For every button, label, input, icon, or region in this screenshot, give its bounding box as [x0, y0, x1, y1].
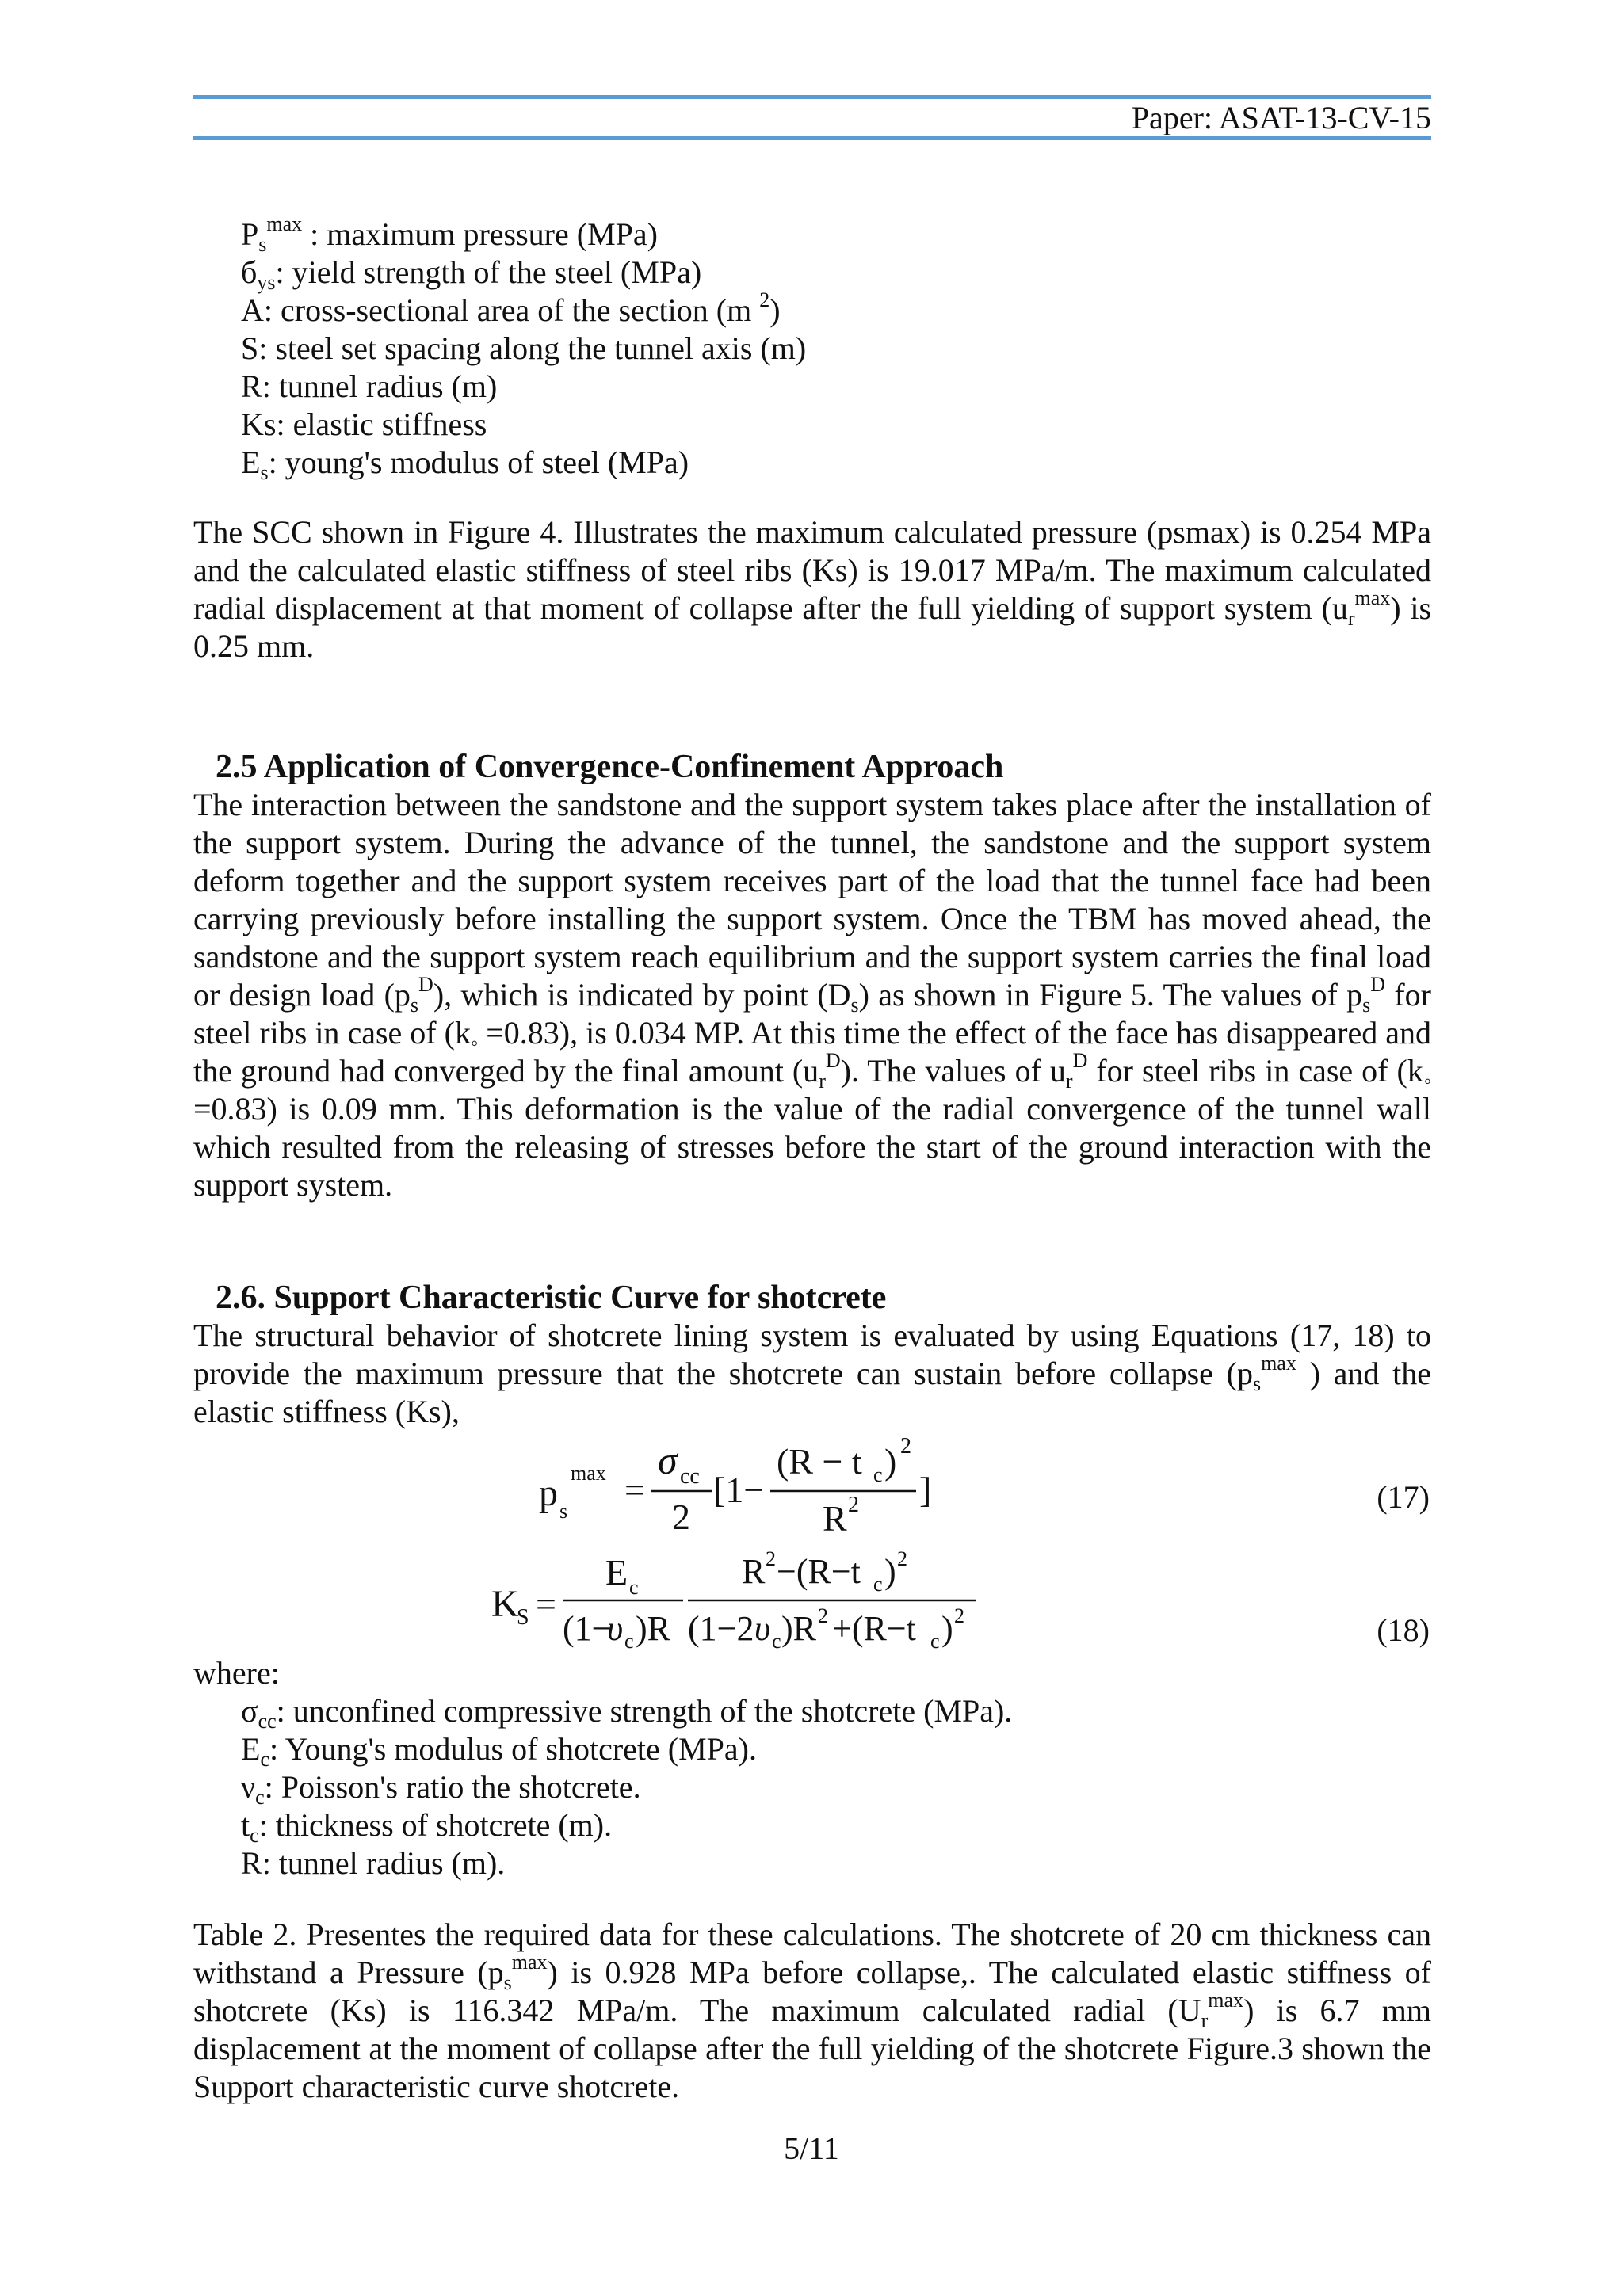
- svg-text:=: =: [536, 1584, 556, 1624]
- section-2-6-body: The structural behavior of shotcrete lining system is evaluated by using Equations (17, 18) to provide the maximum pressure that the shotcrete can sustain before collapse ($p_s^{max}$ ) and the elastic stiffness (Ks),: [193, 1318, 1431, 1429]
- equation-17: [523, 1426, 967, 1545]
- svg-text:c: c: [930, 1630, 940, 1653]
- steel-definitions-list: [241, 212, 807, 484]
- svg-text:2: 2: [954, 1604, 964, 1627]
- svg-text:c: c: [772, 1630, 781, 1653]
- svg-text:2: 2: [848, 1493, 859, 1517]
- svg-text:−(R−t: −(R−t: [777, 1552, 861, 1591]
- table-2-paragraph: Table 2. Presentes the required data for these calculations. The shotcrete of 20 cm thickness can withstand a Pressure $(p_s^{max})$ is 0.928 MPa before collapse,. The calculated elastic stiffness of shotcrete (Ks) is 116.342 MPa/m. The maximum calculated radial $(U_r^{max})$ is 6.7 mm displacement at the moment of collapse after the full yielding of the shotcrete Figure.3 shown the Support characteristic curve shotcrete.: [193, 1917, 1431, 2104]
- svg-text:2: 2: [672, 1497, 690, 1537]
- svg-text:c: c: [624, 1630, 634, 1653]
- svg-text:): ): [884, 1441, 897, 1482]
- definition-item: A: cross-sectional area of the section (m $^2$): [241, 288, 781, 328]
- definition-item: $t_c$: thickness of shotcrete (m).: [241, 1807, 613, 1847]
- equation-17-number: (17): [1377, 1479, 1430, 1515]
- scc-paragraph: The SCC shown in Figure 4. Illustrates the maximum calculated pressure (psmax) is 0.254 MPa and the calculated elastic stiffness of steel ribs (Ks) is 19.017 MPa/m. The maximum calculated radial displacement at that moment of collapse after the full yielding of support system $(u_r^{max})$ is 0.25 mm.: [193, 514, 1432, 664]
- svg-text:): ): [884, 1552, 896, 1591]
- where-label: where:: [193, 1655, 280, 1691]
- svg-text:2: 2: [818, 1604, 828, 1627]
- svg-text:R: R: [742, 1552, 766, 1591]
- definition-item: $\nu_c$: Poisson's ratio the shotcrete.: [241, 1769, 641, 1809]
- svg-text:c: c: [629, 1576, 639, 1599]
- svg-text:2: 2: [897, 1547, 907, 1570]
- svg-text:s: s: [559, 1500, 568, 1523]
- svg-text:2: 2: [900, 1434, 911, 1459]
- definition-item: S: steel set spacing along the tunnel axis (m): [241, 330, 807, 366]
- svg-text:cc: cc: [680, 1464, 700, 1489]
- svg-text:(1−: (1−: [563, 1609, 612, 1648]
- equation-18: [475, 1543, 999, 1686]
- svg-text:c: c: [873, 1573, 883, 1596]
- svg-text:)R: )R: [781, 1609, 816, 1648]
- shotcrete-definitions-list: [241, 1692, 1012, 1882]
- svg-text:[1−: [1−: [713, 1470, 765, 1510]
- header-rule-top: [193, 95, 1431, 99]
- svg-text:(R − t: (R − t: [777, 1441, 862, 1482]
- svg-text:c: c: [873, 1463, 883, 1486]
- header-rule-bottom: [193, 136, 1431, 140]
- definition-item: R: tunnel radius (m).: [241, 1845, 506, 1881]
- definition-item: R: tunnel radius (m): [241, 368, 498, 404]
- svg-text:R: R: [823, 1498, 847, 1539]
- svg-text:E: E: [605, 1552, 628, 1592]
- svg-text:): ): [941, 1609, 953, 1648]
- definition-item: $E_c$: Young's modulus of shotcrete (MPa).: [241, 1731, 757, 1771]
- section-2-6-heading: 2.6. Support Characteristic Curve for shotcrete: [216, 1280, 887, 1316]
- svg-text:2: 2: [766, 1547, 776, 1570]
- page-number: 5/11: [784, 2130, 839, 2166]
- svg-text:S: S: [517, 1605, 529, 1630]
- svg-text:+(R−t: +(R−t: [832, 1609, 916, 1648]
- equation-18-number: (18): [1377, 1612, 1430, 1648]
- svg-text:max: max: [571, 1462, 606, 1485]
- definition-item: $P_s^{max}$ : maximum pressure (MPa): [241, 212, 658, 256]
- definition-item: $E_s$: young's modulus of steel (MPa): [241, 444, 689, 484]
- svg-text:K: K: [491, 1583, 519, 1625]
- svg-text:(1−2: (1−2: [688, 1609, 754, 1648]
- definition-item: $\sigma_{cc}$: unconfined compressive strength of the shotcrete (MPa).: [241, 1693, 1013, 1733]
- svg-text:υ: υ: [754, 1609, 771, 1648]
- svg-text:=: =: [624, 1470, 645, 1510]
- svg-text:]: ]: [919, 1470, 932, 1510]
- svg-text:p: p: [539, 1472, 558, 1514]
- paper-id: Paper: ASAT-13-CV-15: [1131, 100, 1431, 135]
- definition-item: $б_{ys}$: yield strength of the steel (MPa): [241, 254, 702, 294]
- section-2-5-heading: 2.5 Application of Convergence-Confinement Approach: [216, 749, 1004, 785]
- svg-text:σ: σ: [658, 1438, 678, 1482]
- svg-text:)R: )R: [636, 1609, 670, 1648]
- section-2-5-body: The interaction between the sandstone and the support system takes place after the installation of the support system. During the advance of the tunnel, the sandstone and the support system deform together and the support system receives part of the load that the tunnel face had been carrying previously before installing the support system. Once the TBM has moved ahead, the sandstone and the support system reach equilibrium and the support system carries the final load or design load $(p_s^D)$, which is indicated by point $(D_s)$ as shown in Figure 5. The values of $p_s^D$ for steel ribs in case of $(k_◦ =0.83)$, is 0.034 MP. At this time the effect of the face has disappeared and the ground had converged by the final amount $(u_r^D)$. The values of $u_r^D$ for steel ribs in case of $(k_◦ =0.83)$ is 0.09 mm. This deformation is the value of the radial convergence of the tunnel wall which resulted from the releasing of stresses before the start of the ground interaction with the support system.: [193, 787, 1432, 1203]
- svg-text:υ: υ: [607, 1609, 624, 1648]
- definition-item: Ks: elastic stiffness: [241, 406, 487, 442]
